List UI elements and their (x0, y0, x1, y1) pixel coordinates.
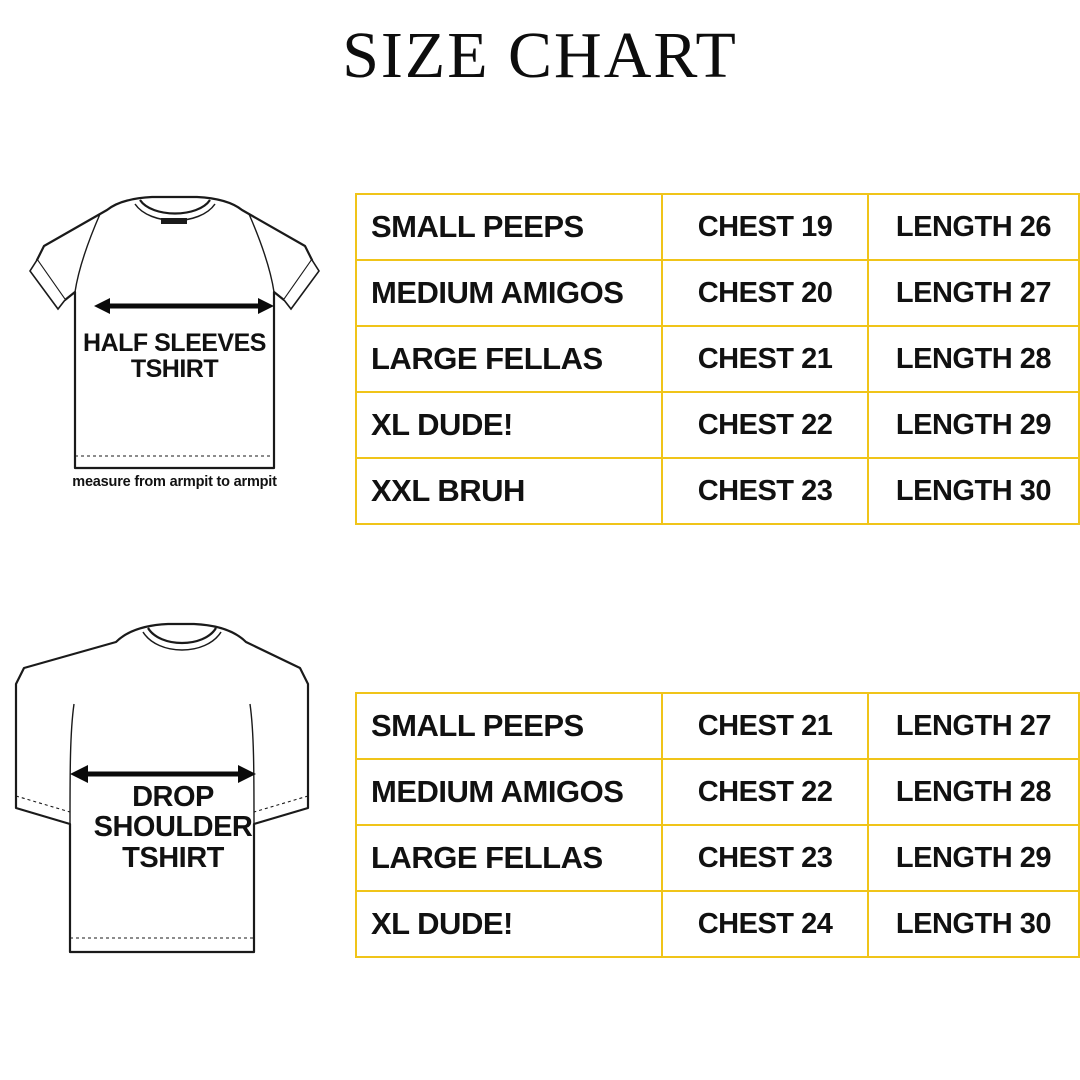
chest-value-cell: CHEST 23 (662, 458, 868, 524)
length-value-cell: LENGTH 30 (868, 458, 1079, 524)
table-row (356, 759, 1079, 825)
size-name-cell: XL DUDE! (356, 392, 662, 458)
drop-shoulder-illustration (8, 612, 338, 992)
size-name-cell: XXL BRUH (356, 458, 662, 524)
half-sleeves-label-line2: TSHIRT (130, 355, 219, 384)
length-value-cell: LENGTH 27 (868, 693, 1079, 759)
chest-value-cell: CHEST 22 (662, 759, 868, 825)
drop-shoulder-label-line1: DROP (132, 781, 214, 813)
size-name-cell: MEDIUM AMIGOS (356, 260, 662, 326)
length-value-cell: LENGTH 30 (868, 891, 1079, 957)
page-title: SIZE CHART (342, 19, 738, 92)
drop-shoulder-size-table (355, 692, 1080, 958)
half-sleeves-size-table (355, 193, 1080, 525)
table-row (356, 825, 1079, 891)
chest-value-cell: CHEST 21 (662, 326, 868, 392)
drop-shoulder-label-line2: SHOULDER (93, 811, 253, 844)
size-name-cell: LARGE FELLAS (356, 825, 662, 891)
chest-value-cell: CHEST 22 (662, 392, 868, 458)
table-row (356, 891, 1079, 957)
half-sleeves-label (12, 330, 337, 383)
table-row (356, 458, 1079, 524)
length-value-cell: LENGTH 26 (868, 194, 1079, 260)
length-value-cell: LENGTH 27 (868, 260, 1079, 326)
length-value-cell: LENGTH 29 (868, 392, 1079, 458)
chest-value-cell: CHEST 20 (662, 260, 868, 326)
chest-value-cell: CHEST 24 (662, 891, 868, 957)
size-name-cell: MEDIUM AMIGOS (356, 759, 662, 825)
table-row (356, 326, 1079, 392)
drop-shoulder-label (8, 782, 338, 873)
measure-note: measure from armpit to armpit (72, 474, 277, 490)
drop-shoulder-label-line3: TSHIRT (122, 841, 224, 874)
table-row (356, 260, 1079, 326)
table-row (356, 392, 1079, 458)
length-value-cell: LENGTH 29 (868, 825, 1079, 891)
chest-value-cell: CHEST 23 (662, 825, 868, 891)
table-row (356, 693, 1079, 759)
chest-value-cell: CHEST 19 (662, 194, 868, 260)
size-name-cell: SMALL PEEPS (356, 693, 662, 759)
length-value-cell: LENGTH 28 (868, 326, 1079, 392)
size-name-cell: LARGE FELLAS (356, 326, 662, 392)
size-name-cell: XL DUDE! (356, 891, 662, 957)
half-sleeves-illustration (12, 188, 337, 508)
table-row (356, 194, 1079, 260)
half-sleeves-label-line1: HALF SLEEVES (83, 329, 266, 357)
chest-value-cell: CHEST 21 (662, 693, 868, 759)
length-value-cell: LENGTH 28 (868, 759, 1079, 825)
size-name-cell: SMALL PEEPS (356, 194, 662, 260)
